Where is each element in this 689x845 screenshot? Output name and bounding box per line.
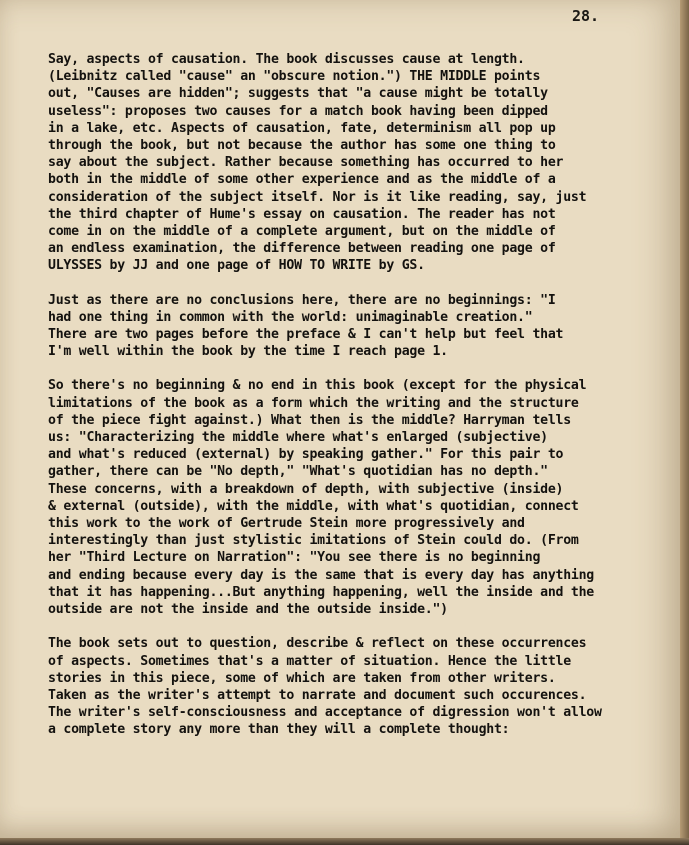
text-line: say about the subject. Rather because something has occurred to her [48,155,564,171]
body-text [48,51,660,739]
text-line: limitations of the book as a form which the writing and the structure [48,395,579,411]
text-line: Just as there are no conclusions here, there are no beginnings: "I [48,292,556,308]
text-line: this work to the work of Gertrude Stein more progressively and [48,516,525,532]
paragraph [48,635,660,738]
text-line: Taken as the writer's attempt to narrate and document such occurences. [48,687,587,703]
paragraph [48,292,660,361]
text-line: The writer's self-consciousness and acceptance of digression won't allow [48,705,602,721]
text-line: I'm well within the book by the time I reach page 1. [48,344,448,360]
text-line: out, "Causes are hidden"; suggests that "a cause might be totally [48,86,548,102]
text-line: of the piece fight against.) What then is the middle? Harryman tells [48,412,571,428]
text-line: gather, there can be "No depth," "What's quotidian has no depth." [48,464,548,480]
text-line: come in on the middle of a complete argument, but on the middle of [48,224,556,240]
text-line: ULYSSES by JJ and one page of HOW TO WRITE by GS. [48,258,425,274]
text-line: stories in this piece, some of which are taken from other writers. [48,670,556,686]
text-line: a complete story any more than they will a complete thought: [48,722,510,738]
page-bottom-edge [0,838,689,845]
text-line: useless": proposes two causes for a match book having been dipped [48,103,548,119]
text-line: both in the middle of some other experience and as the middle of a [48,172,556,188]
text-line: through the book, but not because the author has some one thing to [48,138,556,154]
text-line: us: "Characterizing the middle where what's enlarged (subjective) [48,430,548,446]
text-line: and what's reduced (external) by speaking gather." For this pair to [48,447,564,463]
text-line: and ending because every day is the same that is every day has anything [48,567,594,583]
text-line: & external (outside), with the middle, with what's quotidian, connect [48,498,579,514]
page-number: 28. [572,7,600,25]
paragraph [48,377,660,618]
paragraph [48,51,660,275]
text-line: of aspects. Sometimes that's a matter of situation. Hence the little [48,653,571,669]
text-line: consideration of the subject itself. Nor is it like reading, say, just [48,189,587,205]
text-line: in a lake, etc. Aspects of causation, fate, determinism all pop up [48,120,556,136]
text-line: her "Third Lecture on Narration": "You see there is no beginning [48,550,541,566]
text-line: the third chapter of Hume's essay on causation. The reader has not [48,206,556,222]
text-line: interestingly than just stylistic imitations of Stein could do. (From [48,533,579,549]
text-line: outside are not the inside and the outside inside.") [48,602,448,618]
text-line: an endless examination, the difference between reading one page of [48,241,556,257]
text-line: (Leibnitz called "cause" an "obscure notion.") THE MIDDLE points [48,69,541,85]
text-line: Say, aspects of causation. The book discusses cause at length. [48,52,525,67]
text-line: The book sets out to question, describe & reflect on these occurrences [48,636,587,652]
text-line: that it has happening...But anything happening, well the inside and the [48,584,594,600]
text-line: There are two pages before the preface & I can't help but feel that [48,327,564,343]
text-line: These concerns, with a breakdown of depth, with subjective (inside) [48,481,564,497]
text-line: So there's no beginning & no end in this book (except for the physical [48,378,587,394]
book-spine-edge [680,0,689,845]
text-line: had one thing in common with the world: unimaginable creation." [48,309,533,325]
